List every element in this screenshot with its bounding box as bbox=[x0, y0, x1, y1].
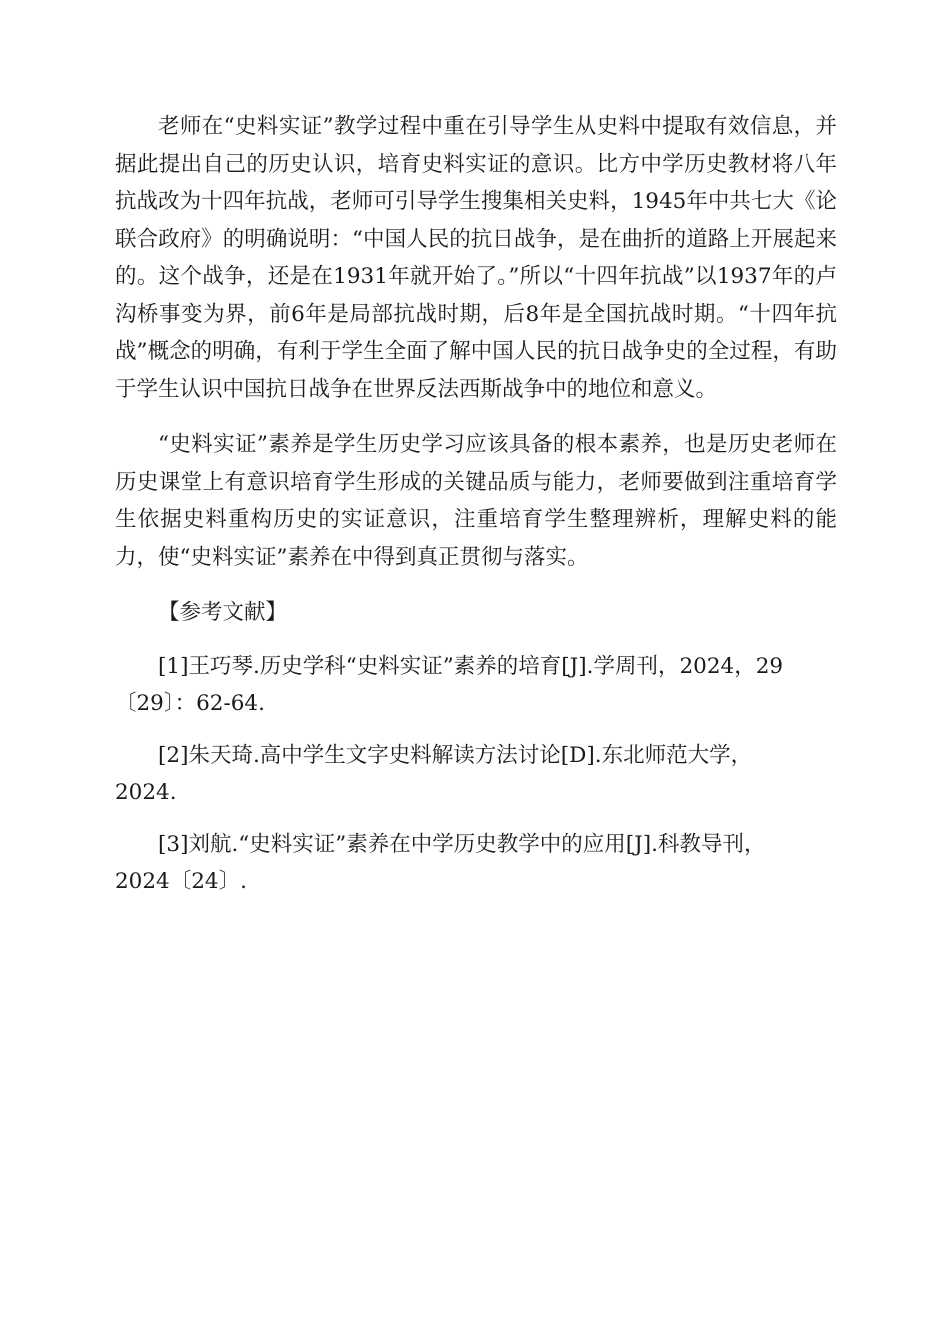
reference-item-3: [3]刘航.“史料实证”素养在中学历史教学中的应用[J].科教导刊，2024〔24〕. bbox=[115, 831, 766, 894]
body-paragraph-1: 老师在“史料实证”教学过程中重在引导学生从史料中提取有效信息，并据此提出自己的历史认识，培育史料实证的意识。比方中学历史教材将八年抗战改为十四年抗战，老师可引导学生搜集相关史料，1945年中共七大《论联合政府》的明确说明：“中国人民的抗日战争，是在曲折的道路上开展起来的。这个战争，还是在1931年就开始了。”所以“十四年抗战”以1937年的卢沟桥事变为界，前6年是局部抗战时期，后8年是全国抗战时期。“十四年抗战”概念的明确，有利于学生全面了解中国人民的抗日战争史的全过程，有助于学生认识中国抗日战争在世界反法西斯战争中的地位和意义。 bbox=[115, 114, 837, 402]
references-heading: 【参考文献】 bbox=[158, 600, 288, 625]
body-paragraph-2: “史料实证”素养是学生历史学习应该具备的根本素养，也是历史老师在历史课堂上有意识培育学生形成的关键品质与能力，老师要做到注重培育学生依据史料重构历史的实证意识，注重培育学生整理辨析，理解史料的能力，使“史料实证”素养在中得到真正贯彻与落实。 bbox=[115, 432, 837, 570]
reference-item-1: [1]王巧琴.历史学科“史料实证”素养的培育[J].学周刊，2024，29〔29〕：62-64. bbox=[115, 653, 784, 716]
reference-item-2: [2]朱天琦.高中学生文字史料解读方法讨论[D].东北师范大学，2024. bbox=[115, 742, 753, 805]
document-page bbox=[115, 108, 837, 915]
